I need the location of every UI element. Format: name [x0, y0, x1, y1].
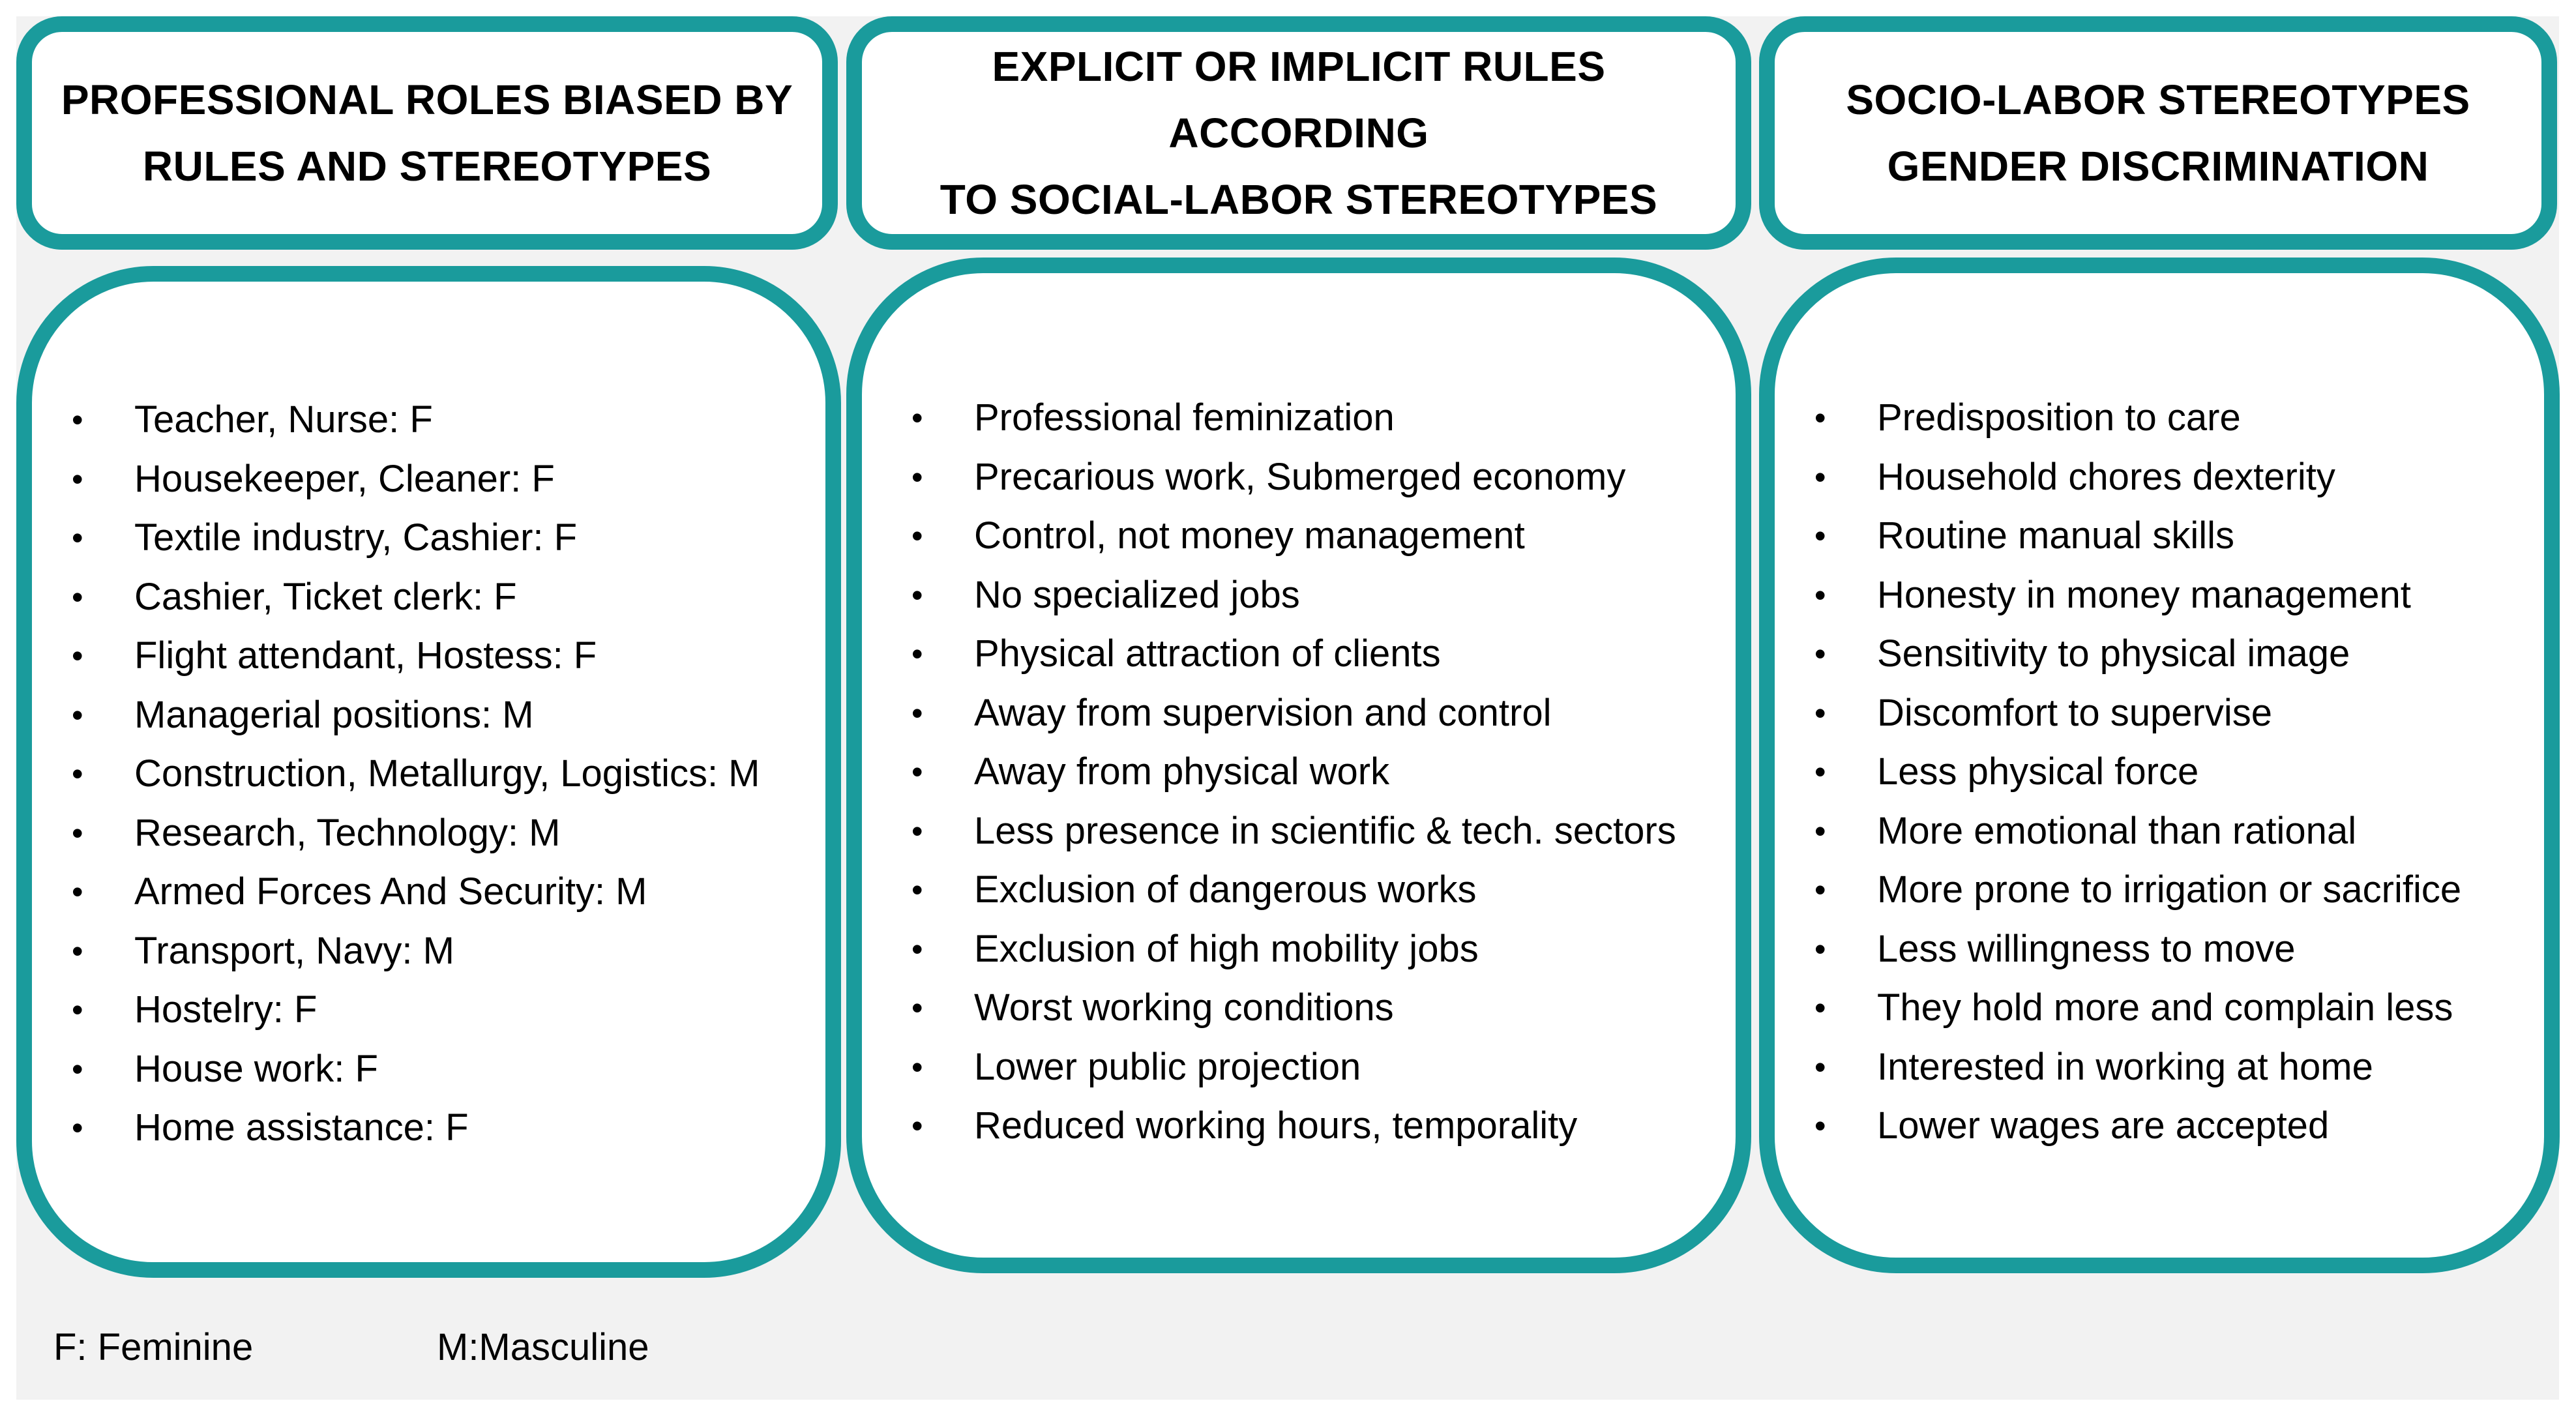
list-item-text: Home assistance: F	[134, 1106, 469, 1149]
list-item-text: Away from physical work	[974, 750, 1390, 793]
list-item	[911, 566, 1746, 625]
list-item	[911, 1097, 1746, 1156]
list-item-text: Less presence in scientific & tech. sectors	[974, 809, 1676, 852]
bullet-icon: •	[1814, 754, 1826, 790]
bullet-icon: •	[911, 458, 923, 495]
bullet-icon: •	[911, 812, 923, 849]
bullet-icon: •	[1814, 400, 1826, 436]
bullet-icon: •	[1814, 990, 1826, 1026]
list-item-text: Teacher, Nurse: F	[134, 398, 433, 441]
list-item-text: Precarious work, Submerged economy	[974, 455, 1626, 498]
list-explicit-implicit-rules	[911, 389, 1746, 1156]
bullet-icon: •	[911, 872, 923, 908]
list-item	[1814, 802, 2551, 861]
list-item-text: Managerial positions: M	[134, 693, 534, 736]
list-item-text: Lower wages are accepted	[1877, 1104, 2330, 1147]
list-item-text: Discomfort to supervise	[1877, 691, 2272, 734]
list-item	[1814, 684, 2551, 743]
list-item-text: Exclusion of high mobility jobs	[974, 927, 1479, 970]
list-item-text: Cashier, Ticket clerk: F	[134, 575, 517, 618]
bullet-icon: •	[911, 930, 923, 967]
list-item	[72, 509, 822, 568]
list-item-text: Hostelry: F	[134, 988, 318, 1031]
list-item-text: Away from supervision and control	[974, 691, 1552, 734]
bullet-icon: •	[72, 932, 83, 969]
list-item	[72, 745, 822, 804]
bullet-icon: •	[1814, 812, 1826, 849]
bullet-icon: •	[1814, 458, 1826, 495]
bullet-icon: •	[1814, 930, 1826, 967]
bullet-icon: •	[1814, 694, 1826, 731]
list-item-text: Household chores dexterity	[1877, 455, 2335, 498]
legend-feminine: F: Feminine	[53, 1326, 254, 1368]
list-item	[72, 450, 822, 509]
list-item-text: More emotional than rational	[1877, 809, 2357, 852]
list-item	[911, 743, 1746, 802]
list-item	[1814, 1038, 2551, 1097]
list-item-text: Honesty in money management	[1877, 573, 2411, 616]
list-item	[911, 920, 1746, 979]
list-item	[1814, 448, 2551, 507]
header-explicit-implicit-rules	[846, 16, 1751, 250]
list-item	[72, 981, 822, 1040]
header-socio-labor-stereotypes	[1759, 16, 2557, 250]
list-item-text: Research, Technology: M	[134, 811, 561, 854]
header-professional-roles	[16, 16, 838, 250]
list-item-text: House work: F	[134, 1047, 378, 1090]
list-item	[72, 627, 822, 686]
list-item-text: Less physical force	[1877, 750, 2199, 793]
bullet-icon: •	[72, 814, 83, 851]
header-explicit-implicit-rules-text: EXPLICIT OR IMPLICIT RULES ACCORDING TO SOCIAL-LABOR STEREOTYPES	[940, 43, 1658, 223]
list-item	[1814, 861, 2551, 920]
bullet-icon: •	[72, 1110, 83, 1146]
list-item	[1814, 625, 2551, 684]
list-item-text: Reduced working hours, temporality	[974, 1104, 1578, 1147]
bullet-icon: •	[72, 756, 83, 792]
list-item-text: No specialized jobs	[974, 573, 1300, 616]
header-professional-roles-text: PROFESSIONAL ROLES BIASED BY RULES AND STEREOTYPES	[61, 76, 793, 190]
list-socio-labor-stereotypes	[1814, 389, 2551, 1156]
list-item	[911, 802, 1746, 861]
list-item-text: Worst working conditions	[974, 986, 1394, 1029]
list-item-text: Predisposition to care	[1877, 396, 2241, 439]
list-item	[911, 507, 1746, 566]
list-item-text: Less willingness to move	[1877, 927, 2296, 970]
bullet-icon: •	[1814, 636, 1826, 672]
list-item	[1814, 743, 2551, 802]
list-item-text: Professional feminization	[974, 396, 1395, 439]
bullet-icon: •	[72, 638, 83, 674]
list-item	[72, 922, 822, 981]
list-item	[72, 804, 822, 863]
header-socio-labor-stereotypes-text: SOCIO-LABOR STEREOTYPES GENDER DISCRIMINATION	[1846, 76, 2470, 190]
list-item-text: Exclusion of dangerous works	[974, 868, 1477, 911]
list-item	[1814, 1097, 2551, 1156]
list-item-text: They hold more and complain less	[1877, 986, 2453, 1029]
list-item	[911, 1038, 1746, 1097]
bullet-icon: •	[72, 696, 83, 733]
bullet-icon: •	[911, 694, 923, 731]
list-item-text: Housekeeper, Cleaner: F	[134, 457, 555, 500]
list-item-text: Routine manual skills	[1877, 514, 2235, 557]
list-item	[911, 625, 1746, 684]
list-item-text: Sensitivity to physical image	[1877, 632, 2350, 675]
list-item	[911, 861, 1746, 920]
bullet-icon: •	[1814, 872, 1826, 908]
list-item	[911, 979, 1746, 1038]
bullet-icon: •	[1814, 1108, 1826, 1144]
bullet-icon: •	[72, 460, 83, 497]
bullet-icon: •	[911, 1108, 923, 1144]
bullet-icon: •	[1814, 576, 1826, 613]
list-item-text: Physical attraction of clients	[974, 632, 1441, 675]
bullet-icon: •	[72, 520, 83, 556]
list-item	[1814, 566, 2551, 625]
bullet-icon: •	[911, 518, 923, 554]
list-item	[72, 568, 822, 627]
list-item-text: More prone to irrigation or sacrifice	[1877, 868, 2462, 911]
bullet-icon: •	[72, 578, 83, 615]
bullet-icon: •	[72, 1050, 83, 1087]
list-item-text: Construction, Metallurgy, Logistics: M	[134, 752, 760, 795]
bullet-icon: •	[911, 636, 923, 672]
bullet-icon: •	[72, 992, 83, 1028]
bullet-icon: •	[1814, 1048, 1826, 1085]
legend-masculine: M:Masculine	[437, 1326, 649, 1368]
list-item	[1814, 507, 2551, 566]
bullet-icon: •	[72, 874, 83, 910]
list-item	[1814, 920, 2551, 979]
list-professional-roles	[72, 391, 822, 1158]
list-item	[72, 391, 822, 450]
list-item-text: Lower public projection	[974, 1045, 1361, 1088]
bullet-icon: •	[911, 1048, 923, 1085]
list-item	[72, 1099, 822, 1158]
list-item	[1814, 389, 2551, 448]
bullet-icon: •	[72, 402, 83, 438]
bullet-icon: •	[1814, 518, 1826, 554]
list-item	[911, 389, 1746, 448]
list-item	[72, 686, 822, 745]
list-item-text: Transport, Navy: M	[134, 929, 454, 972]
list-item	[72, 863, 822, 922]
list-item-text: Interested in working at home	[1877, 1045, 2373, 1088]
bullet-icon: •	[911, 754, 923, 790]
list-item	[72, 1040, 822, 1099]
bullet-icon: •	[911, 990, 923, 1026]
bullet-icon: •	[911, 400, 923, 436]
list-item-text: Textile industry, Cashier: F	[134, 516, 578, 559]
list-item	[911, 448, 1746, 507]
list-item-text: Flight attendant, Hostess: F	[134, 634, 597, 677]
list-item	[1814, 979, 2551, 1038]
list-item-text: Control, not money management	[974, 514, 1525, 557]
list-item-text: Armed Forces And Security: M	[134, 870, 647, 913]
list-item	[911, 684, 1746, 743]
bullet-icon: •	[911, 576, 923, 613]
